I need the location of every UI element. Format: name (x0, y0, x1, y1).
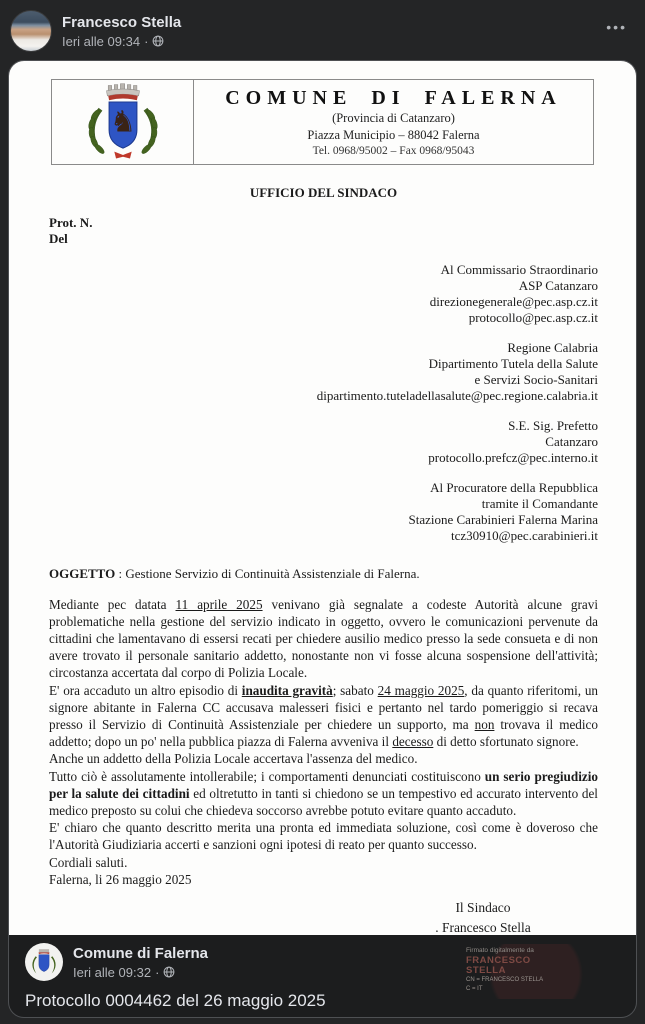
recipient-line: Regione Calabria (507, 339, 598, 355)
paragraph-2: E' ora accaduto un altro episodio di inaudita gravità; sabato 24 maggio 2025, da quanto riferitomi, un signore abitante in Falerna CC accusava malesseri fisici e pertanto nel tardo pomeriggio si recava presso il Servizio di Continuità Assistenziale per chiedere un supporto, ma non trovava il medico addetto; dopo un po' nella pubblica piazza di Falerna avveniva il decesso di detto sfortunato signore. (49, 682, 599, 750)
subject-line: OGGETTO : Gestione Servizio di Continuità Assistenziale di Falerna. (49, 565, 420, 581)
paragraph-1: Mediante pec datata 11 aprile 2025 venivano già segnalate a codeste Autorità alcune gravi problematiche nella gestione del servizio indicato in oggetto, ovvero le comunicazioni pervenute da cittadini che lamentavano di essersi recati per chiedere ausilio medico presso la sede consueta e di non avere trovato il personale sanitario addetto, nonostante non vi fosse alcuna sospensione dell'attività; circostanza accertata dal corpo di Polizia Locale. (49, 596, 598, 681)
falerna-crest-icon (77, 82, 169, 162)
globe-icon (163, 966, 175, 978)
recipient-line: dipartimento.tuteladellasalute@pec.regione.calabria.it (316, 387, 598, 403)
comune-title: COMUNE DI FALERNA (225, 87, 562, 110)
stamp-name-1: FRANCESCO (466, 954, 531, 966)
recipient-line: Catanzaro (545, 433, 598, 449)
phone-line: Tel. 0968/95002 – Fax 0968/95043 (312, 144, 475, 157)
comune-avatar[interactable] (25, 943, 63, 981)
shared-post-card[interactable] (8, 60, 637, 1018)
recipient-regione (49, 340, 598, 404)
recipient-line: Dipartimento Tutela della Salute (428, 355, 598, 371)
recipient-line: protocollo@pec.asp.cz.it (468, 309, 598, 325)
letterhead-text (194, 80, 593, 164)
stamp-header: Firmato digitalmente da (466, 946, 534, 954)
shared-post-meta (73, 965, 208, 980)
post-header (0, 0, 645, 60)
meta-separator: · (144, 33, 149, 49)
letterhead-box (51, 79, 594, 165)
recipient-line: direzionegenerale@pec.asp.cz.it (429, 293, 598, 309)
recipient-asp (49, 262, 598, 326)
paragraph-5: E' chiaro che quanto descritto merita una pronta ed immediata soluzione, così come è doveroso che l'Autorità Giudiziaria accerti e sanzioni ogni ipotesi di reato per quanto successo. (49, 820, 598, 853)
meta-separator: · (155, 964, 160, 980)
del-label: Del (49, 231, 68, 247)
mayor-role: Il Sindaco (455, 899, 511, 915)
closing-salutation: Cordiali saluti. (49, 854, 128, 870)
shared-post-timestamp[interactable]: Ieri alle 09:32 (73, 964, 152, 980)
recipient-line: protocollo.prefcz@pec.interno.it (428, 449, 598, 465)
stamp-name-2: STELLA (466, 964, 506, 976)
place-date-line: Falerna, li 26 maggio 2025 (49, 871, 192, 887)
author-avatar[interactable] (10, 10, 52, 52)
svg-text:♞: ♞ (109, 104, 136, 139)
recipient-procuratore (49, 480, 598, 544)
prot-label: Prot. N. (49, 215, 93, 230)
shared-author-name[interactable]: Comune di Falerna (73, 944, 209, 962)
letter-body (49, 596, 598, 888)
recipient-line: Al Procuratore della Repubblica (430, 479, 598, 495)
post-timestamp[interactable]: Ieri alle 09:34 (62, 33, 141, 49)
more-options-icon[interactable]: ••• (606, 19, 627, 35)
stamp-cn-line: CN = FRANCESCO STELLA (466, 976, 544, 983)
stamp-c-line: C = IT (466, 986, 483, 993)
recipient-line: S.E. Sig. Prefetto (508, 417, 598, 433)
globe-icon (152, 35, 164, 47)
signature-block (368, 898, 598, 999)
recipient-line: ASP Catanzaro (518, 277, 598, 293)
office-title: UFFICIO DEL SINDACO (249, 185, 398, 200)
post-header-texts (62, 14, 181, 49)
coat-of-arms (52, 80, 194, 164)
address-line: Piazza Municipio – 88042 Falerna (307, 128, 480, 142)
shared-post-caption[interactable]: Protocollo 0004462 del 26 maggio 2025 (25, 991, 326, 1010)
mayor-name: . Francesco Stella (435, 919, 531, 935)
post-meta (62, 34, 181, 49)
paragraph-4: Tutto ciò è assolutamente intollerabile; i comportamenti denunciati costituiscono un serio pregiudizio per la salute dei cittadini ed oltretutto in tanti si chiedono se un tempestivo ed accurato intervento del medico preposto su colui che chiedeva soccorso avrebbe potuto evitare quanto accaduto. (49, 768, 598, 818)
recipients-list (49, 262, 598, 544)
recipient-line: Al Commissario Straordinario (440, 261, 598, 277)
paragraph-3: Anche un addetto della Polizia Locale accertava l'assenza del medico. (49, 751, 418, 767)
digital-signature-stamp (464, 944, 584, 999)
provincia-line: (Provincia di Catanzaro) (332, 111, 455, 126)
recipient-line: tcz30910@pec.carabinieri.it (451, 527, 598, 543)
author-name[interactable]: Francesco Stella (62, 13, 182, 31)
recipient-prefetto (49, 418, 598, 466)
shared-header-texts (73, 945, 208, 980)
recipient-line: tramite il Comandante (481, 495, 598, 511)
comune-crest-icon (28, 946, 60, 978)
protocol-block (49, 215, 598, 248)
recipient-line: Stazione Carabinieri Falerna Marina (408, 511, 598, 527)
recipient-line: e Servizi Socio-Sanitari (474, 371, 598, 387)
